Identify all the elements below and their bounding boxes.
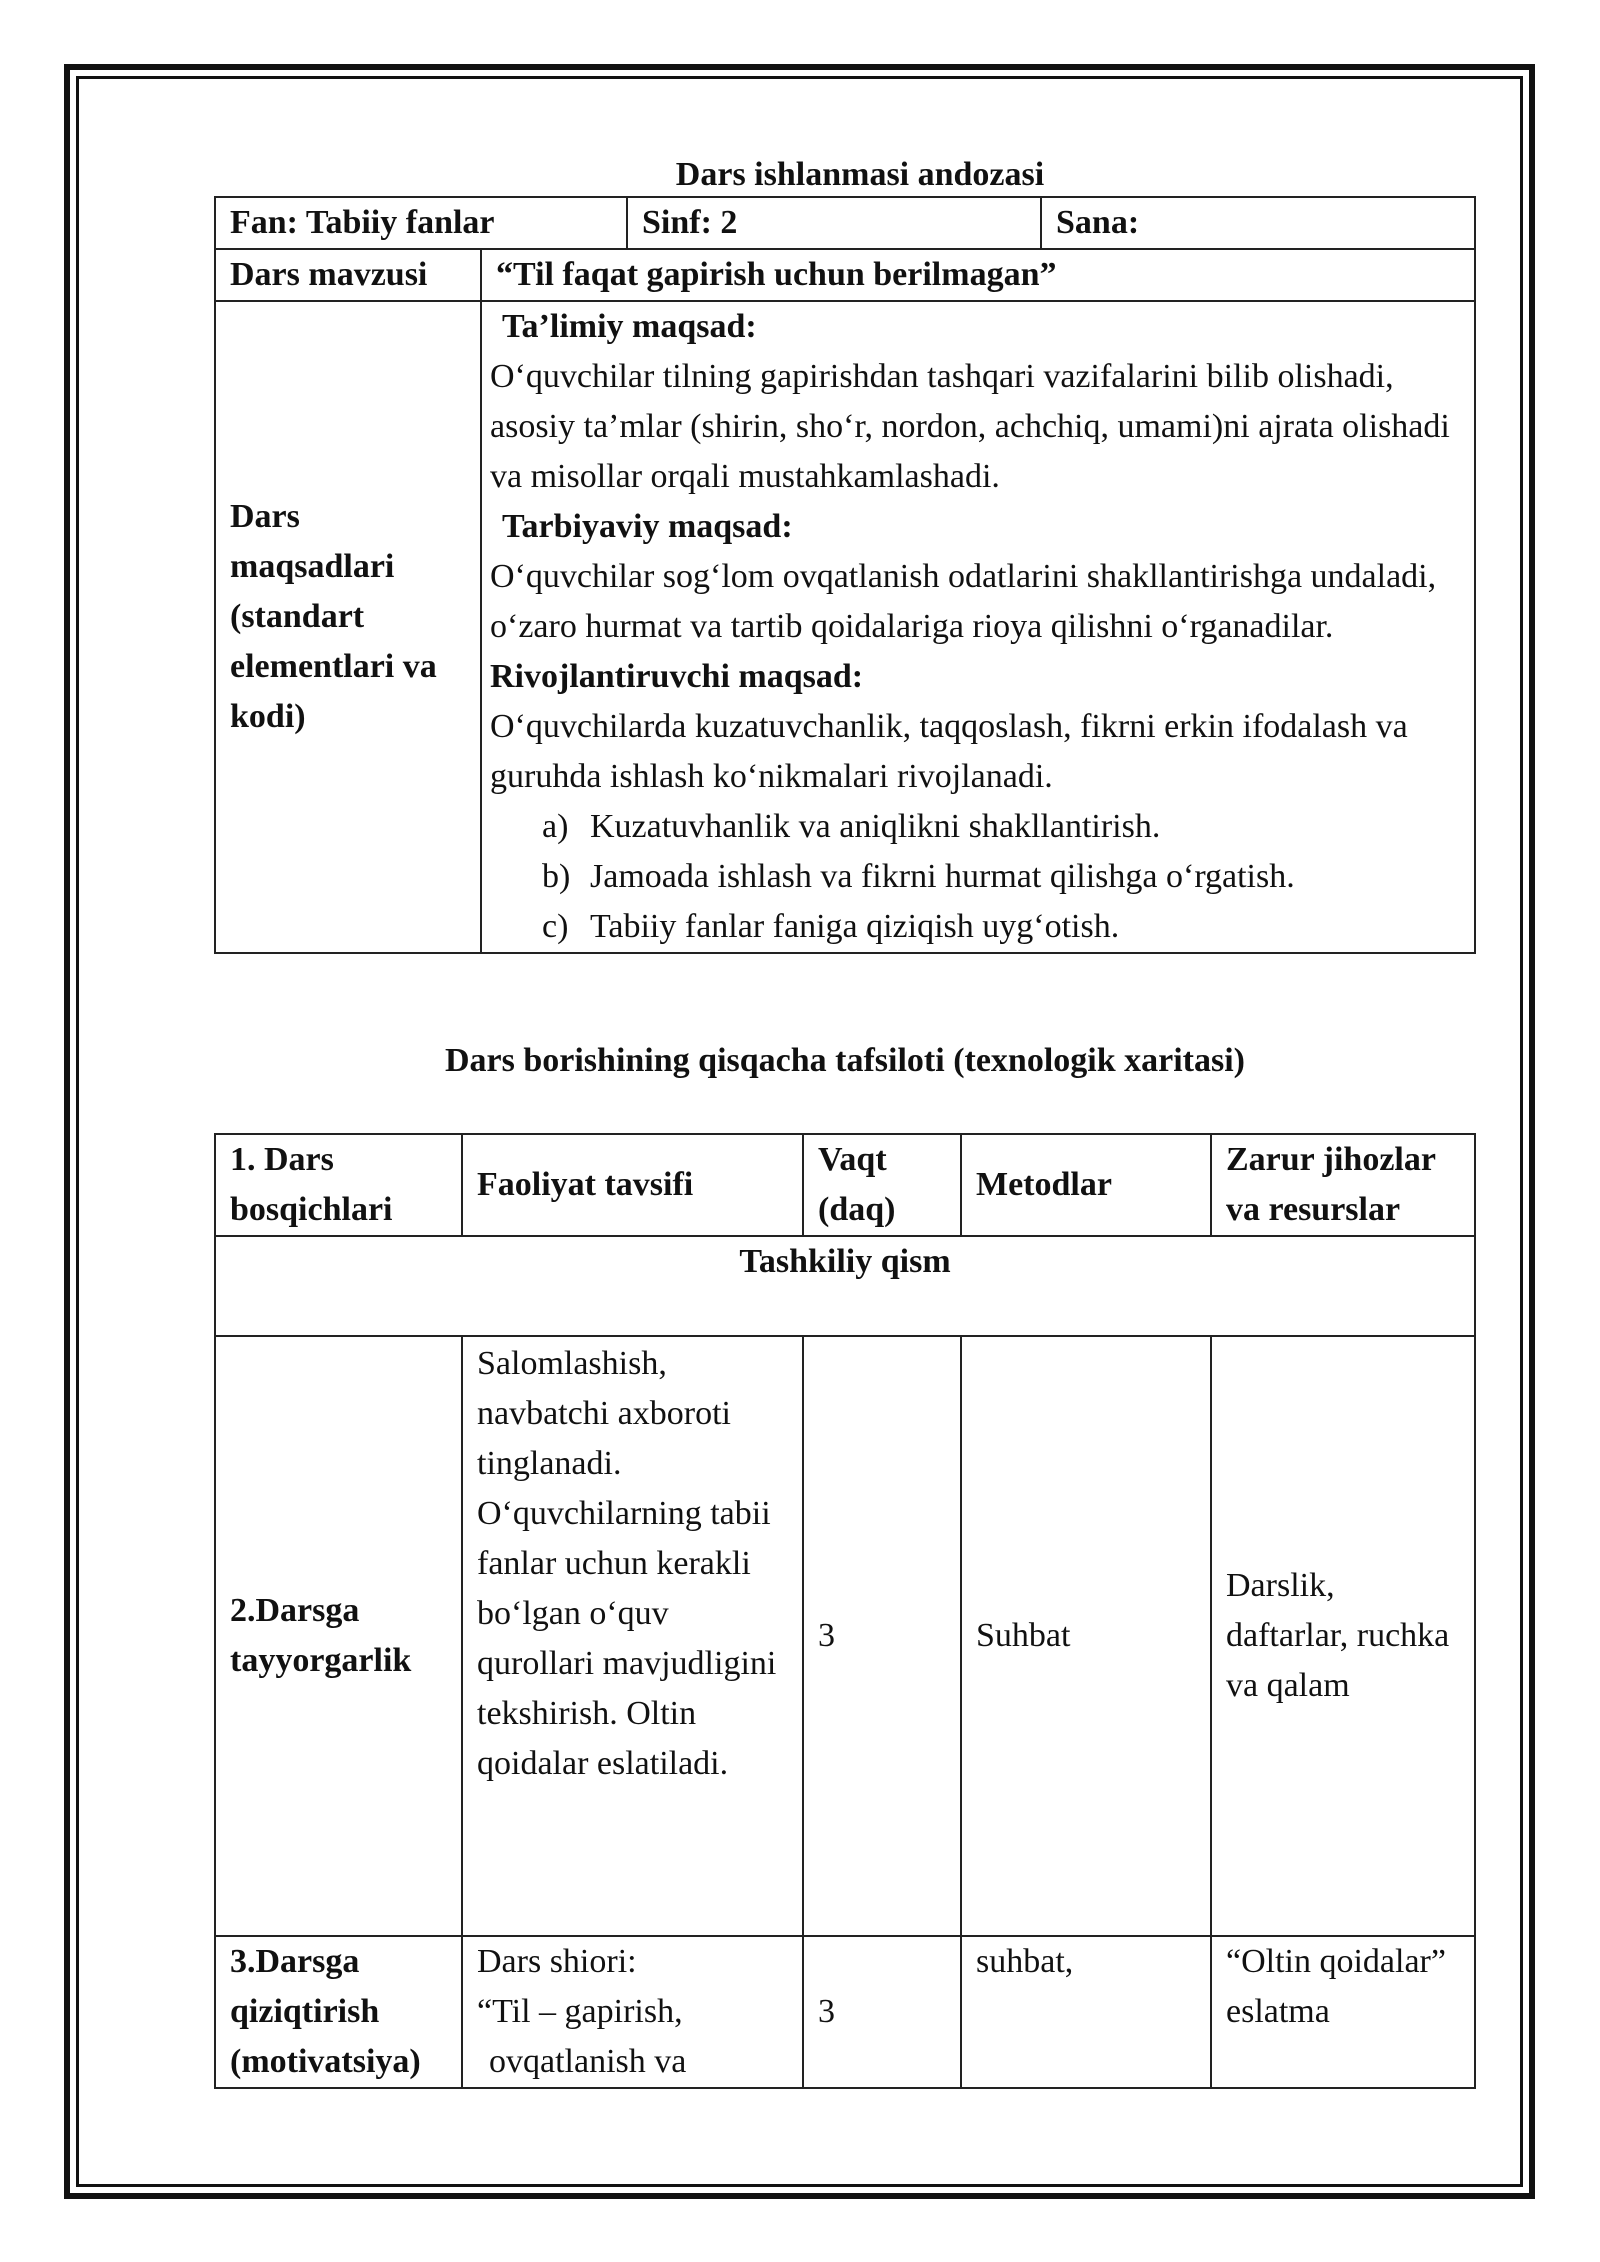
upbringing-goal-heading: Tarbiyaviy maqsad: [502, 508, 793, 545]
header-stage: 1. Dars bosqichlari [215, 1134, 462, 1236]
goals-label [215, 301, 481, 953]
topic-label: Dars mavzusi [215, 249, 481, 301]
row-time: 3 [803, 1336, 961, 1936]
header-time: Vaqt (daq) [803, 1134, 961, 1236]
developmental-goal-heading: Rivojlantiruvchi maqsad: [490, 658, 864, 695]
header-activity: Faoliyat tavsifi [462, 1134, 803, 1236]
list-item: c) Tabiiy fanlar faniga qiziqish uyg‘otish. [542, 908, 1120, 945]
activity-line: ovqatlanish va [489, 2043, 687, 2080]
topic-value: “Til faqat gapirish uchun berilmagan” [481, 249, 1475, 301]
plan-header-row [215, 1134, 1475, 1236]
header-methods: Metodlar [961, 1134, 1211, 1236]
list-item: b) Jamoada ishlash va fikrni hurmat qilishga o‘rgatish. [542, 858, 1295, 895]
grade-cell: Sinf: 2 [627, 197, 1041, 249]
row-resources: Darslik, daftarlar, ruchka va qalam [1211, 1336, 1475, 1936]
row-methods: Suhbat [961, 1336, 1211, 1936]
educational-goal-heading: Ta’limiy maqsad: [502, 308, 757, 345]
subject-cell: Fan: Tabiiy fanlar [215, 197, 627, 249]
upbringing-goal-text: O‘quvchilar sog‘lom ovqatlanish odatlarini shakllantirishga undaladi, o‘zaro hurmat va tartib qoidalariga rioya qilishni o‘rganadilar. [490, 558, 1437, 645]
row-resources: “Oltin qoidalar” eslatma [1211, 1936, 1475, 2088]
topic-row [215, 249, 1475, 301]
lesson-plan-table [214, 1133, 1476, 2089]
activity-line: “Til – gapirish, [477, 1993, 683, 2030]
section-row-title: Tashkiliy qism [215, 1236, 1475, 1336]
row-activity [462, 1936, 803, 2088]
table-row [215, 1336, 1475, 1936]
educational-goal-text: O‘quvchilar tilning gapirishdan tashqari vazifalarini bilib olishadi, asosiy ta’mlar (shirin, sho‘r, nordon, achchiq, umami)ni ajrata olishadi va misollar orqali mustahkamlashadi. [490, 358, 1450, 495]
row-methods: suhbat, [961, 1936, 1211, 2088]
goals-content [481, 301, 1475, 953]
plan-section-row [215, 1236, 1475, 1336]
document-title: Dars ishlanmasi andozasi [675, 156, 1045, 193]
row-time: 3 [803, 1936, 961, 2088]
goals-row [215, 301, 1475, 953]
developmental-goal-text: O‘quvchilarda kuzatuvchanlik, taqqoslash, fikrni erkin ifodalash va guruhda ishlash ko‘nikmalari rivojlanadi. [490, 708, 1408, 795]
header-row [215, 197, 1475, 249]
date-cell: Sana: [1041, 197, 1475, 249]
goal-items-list [490, 802, 1460, 952]
header-resources: Zarur jihozlar va resurslar [1211, 1134, 1475, 1236]
activity-line: Dars shiori: [477, 1943, 637, 1980]
lesson-info-table [214, 196, 1476, 954]
table-row [215, 1936, 1475, 2088]
row-stage: 3.Darsga qiziqtirish (motivatsiya) [215, 1936, 462, 2088]
goals-label-text: Dars maqsadlari (standart elementlari va kodi) [230, 498, 437, 735]
section-title: Dars borishining qisqacha tafsiloti (texnologik xaritasi) [444, 1042, 1245, 1079]
row-activity: Salomlashish, navbatchi axboroti tinglanadi. O‘quvchilarning tabii fanlar uchun kerakli bo‘lgan o‘quv qurollari mavjudligini tekshirish. Oltin qoidalar eslatiladi. [462, 1336, 803, 1936]
list-item: a) Kuzatuvhanlik va aniqlikni shakllantirish. [542, 808, 1161, 845]
row-stage: 2.Darsga tayyorgarlik [215, 1336, 462, 1936]
